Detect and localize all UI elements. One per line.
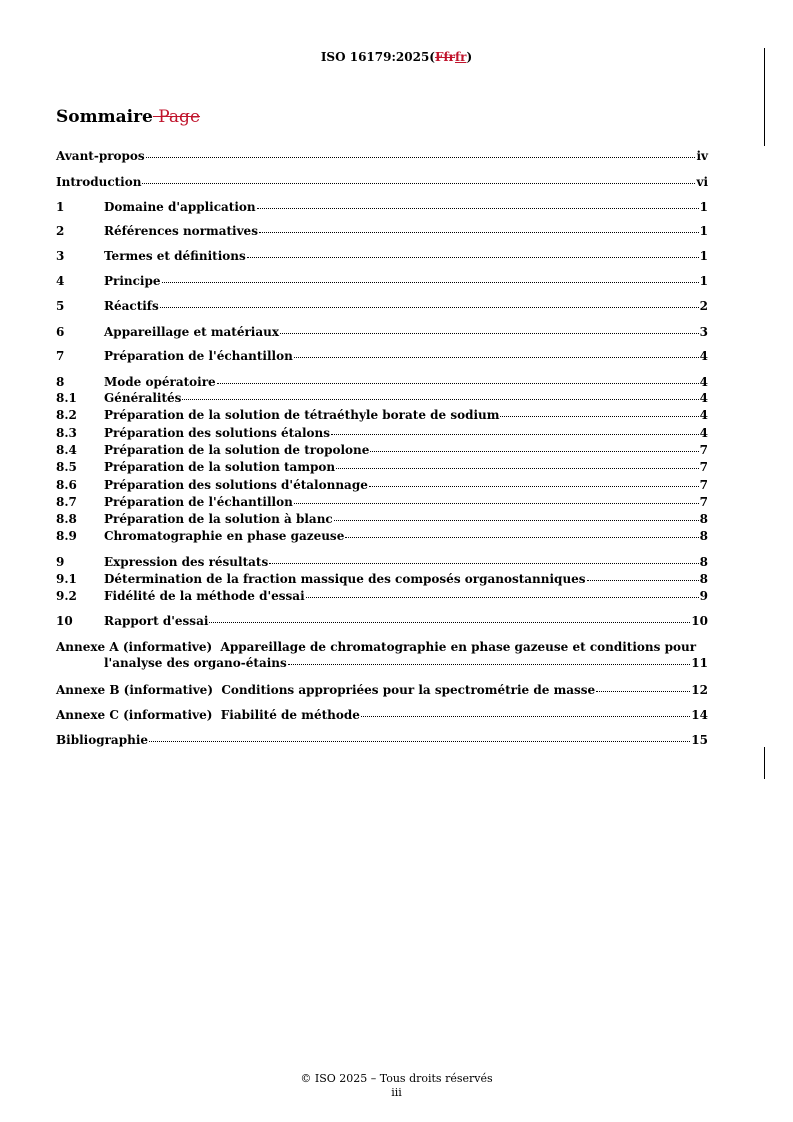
dot-leader [336, 458, 698, 469]
toc-label: Conditions appropriées pour la spectrométrie de masse [221, 683, 596, 697]
toc-page: 8 [699, 529, 708, 543]
toc-page: 3 [699, 325, 708, 339]
toc-page: vi [696, 175, 708, 189]
toc-entry[interactable] [56, 298, 708, 314]
dot-leader [370, 441, 698, 452]
toc-page: 1 [699, 224, 708, 238]
toc-entry[interactable] [56, 199, 708, 215]
toc-entry[interactable] [56, 348, 708, 364]
toc-number: 9.1 [56, 572, 77, 586]
toc-entry[interactable] [56, 511, 708, 527]
toc-entry[interactable] [56, 477, 708, 493]
dot-leader [294, 493, 699, 504]
toc-label: Bibliographie [56, 733, 149, 747]
toc-entry[interactable] [56, 324, 708, 340]
toc-label: Expression des résultats [104, 555, 269, 569]
toc-entry[interactable] [56, 639, 708, 671]
toc-entry[interactable] [56, 390, 708, 406]
toc-page: 1 [699, 249, 708, 263]
toc-number: 8.7 [56, 495, 77, 509]
dot-leader [182, 389, 698, 400]
toc-number: 4 [56, 274, 65, 288]
toc-label-continued: l'analyse des organo-étains [104, 656, 287, 670]
toc-entry[interactable] [56, 528, 708, 544]
toc-entry[interactable] [56, 223, 708, 239]
toc-entry[interactable] [56, 682, 708, 698]
deleted-page-label: Page [152, 107, 201, 127]
toc-page: 1 [699, 274, 708, 288]
dot-leader [209, 612, 690, 623]
toc-entry[interactable] [56, 174, 708, 190]
dot-leader [334, 510, 699, 521]
toc-page: 10 [691, 614, 708, 628]
toc-label: Préparation de la solution tampon [104, 460, 336, 474]
toc-page: 8 [699, 572, 708, 586]
change-bar [764, 48, 765, 146]
toc-entry[interactable] [56, 459, 708, 475]
dot-leader [331, 424, 699, 435]
dot-leader [257, 198, 699, 209]
dot-leader [587, 570, 699, 581]
toc-page: 1 [699, 200, 708, 214]
standard-id: ISO 16179:2025( [320, 50, 435, 64]
toc-number: 8.4 [56, 443, 77, 457]
toc-number: 2 [56, 224, 65, 238]
toc-entry[interactable] [56, 273, 708, 289]
toc-page: 11 [691, 656, 708, 670]
toc-page: 2 [699, 299, 708, 313]
change-bar [764, 747, 765, 779]
dot-leader [361, 706, 690, 717]
toc-number: 6 [56, 325, 65, 339]
dot-leader [596, 681, 690, 692]
toc-number: 8 [56, 375, 65, 389]
toc-page: 4 [699, 426, 708, 440]
toc-number: 8.5 [56, 460, 77, 474]
dot-leader [247, 247, 699, 258]
toc-entry[interactable] [56, 407, 708, 423]
toc-page: 12 [691, 683, 708, 697]
toc-entry[interactable] [56, 374, 708, 390]
dot-leader [259, 222, 699, 233]
toc-number: 3 [56, 249, 65, 263]
dot-leader [269, 553, 698, 564]
toc-page: 4 [699, 375, 708, 389]
toc-number: 7 [56, 349, 65, 363]
toc-label: Termes et définitions [104, 249, 246, 263]
dot-leader [146, 147, 696, 158]
toc-page: 8 [699, 512, 708, 526]
toc-label: Appareillage et matériaux [104, 325, 280, 339]
toc-label: Préparation de la solution de tropolone [104, 443, 370, 457]
toc-entry[interactable] [56, 571, 708, 587]
dot-leader [500, 406, 698, 417]
page-number: iii [391, 1086, 402, 1099]
toc-entry[interactable] [56, 613, 708, 629]
dot-leader [369, 476, 699, 487]
toc-number: 8.1 [56, 391, 77, 405]
toc-page: 7 [699, 495, 708, 509]
toc-label: Rapport d'essai [104, 614, 209, 628]
toc-entry[interactable] [56, 707, 708, 723]
toc-entry[interactable] [56, 248, 708, 264]
toc-label: Fidélité de la méthode d'essai [104, 589, 305, 603]
dot-leader [306, 587, 699, 598]
toc-number: 1 [56, 200, 65, 214]
toc-number: 8.6 [56, 478, 77, 492]
dot-leader [280, 323, 699, 334]
toc-label: Préparation de l'échantillon [104, 349, 293, 363]
dot-leader [345, 527, 698, 538]
toc-page: 4 [699, 349, 708, 363]
page-footer [0, 1072, 793, 1100]
toc-page: 7 [699, 443, 708, 457]
toc-label: Réactifs [104, 299, 159, 313]
dot-leader [217, 373, 699, 384]
dot-leader [162, 272, 699, 283]
toc-number: Annexe A (informative) [56, 640, 213, 654]
toc-page: 4 [699, 391, 708, 405]
toc-number: 5 [56, 299, 65, 313]
toc-page: iv [696, 149, 708, 163]
toc-label: Préparation de la solution à blanc [104, 512, 333, 526]
dot-leader [294, 347, 699, 358]
toc-label: Préparation des solutions d'étalonnage [104, 478, 368, 492]
toc-label: Préparation des solutions étalons [104, 426, 331, 440]
toc-label: Mode opératoire [104, 375, 216, 389]
dot-leader [142, 173, 695, 184]
page-title [56, 107, 200, 127]
toc-label: Références normatives [104, 224, 258, 238]
dot-leader [288, 654, 691, 665]
toc-entry[interactable] [56, 554, 708, 570]
toc-number: Annexe B (informative) [56, 683, 213, 697]
toc-label: Préparation de la solution de tétraéthyle borate de sodium [104, 408, 500, 422]
toc-label: Avant-propos [56, 149, 145, 163]
toc-number: 8.3 [56, 426, 77, 440]
toc-label: Introduction [56, 175, 142, 189]
toc-number: 8.8 [56, 512, 77, 526]
toc-label: Principe [104, 274, 161, 288]
toc-entry[interactable] [56, 494, 708, 510]
toc-label: Détermination de la fraction massique des composés organostanniques [104, 572, 586, 586]
toc-number: 9.2 [56, 589, 77, 603]
toc-number: 10 [56, 614, 73, 628]
toc-entry[interactable] [56, 148, 708, 164]
toc-page: 15 [691, 733, 708, 747]
toc-page: 4 [699, 408, 708, 422]
toc-page: 7 [699, 478, 708, 492]
dot-leader [160, 297, 699, 308]
toc-page: 8 [699, 555, 708, 569]
copyright-notice: © ISO 2025 – Tous droits réservés [300, 1072, 493, 1085]
toc-number: Annexe C (informative) [56, 708, 213, 722]
toc-label: Préparation de l'échantillon [104, 495, 293, 509]
toc-entry[interactable] [56, 442, 708, 458]
dot-leader [149, 731, 690, 742]
document-header [0, 50, 793, 64]
toc-page: 14 [691, 708, 708, 722]
toc-number: 9 [56, 555, 65, 569]
toc-number: 8.2 [56, 408, 77, 422]
toc-page: 9 [699, 589, 708, 603]
toc-label: Fiabilité de méthode [220, 708, 360, 722]
toc-label: Domaine d'application [104, 200, 256, 214]
toc-entry[interactable] [56, 588, 708, 604]
title-text: Sommaire [56, 107, 153, 127]
header-close-paren: ) [466, 50, 473, 64]
toc-entry[interactable] [56, 732, 708, 748]
toc-number: 8.9 [56, 529, 77, 543]
toc-label: Appareillage de chromatographie en phase gazeuse et conditions pour [220, 640, 697, 654]
toc-page: 7 [699, 460, 708, 474]
deleted-language-code: Ffr [434, 50, 455, 64]
toc-label: Généralités [104, 391, 182, 405]
toc-entry[interactable] [56, 425, 708, 441]
toc-label: Chromatographie en phase gazeuse [104, 529, 345, 543]
inserted-language-code: fr [455, 50, 467, 64]
